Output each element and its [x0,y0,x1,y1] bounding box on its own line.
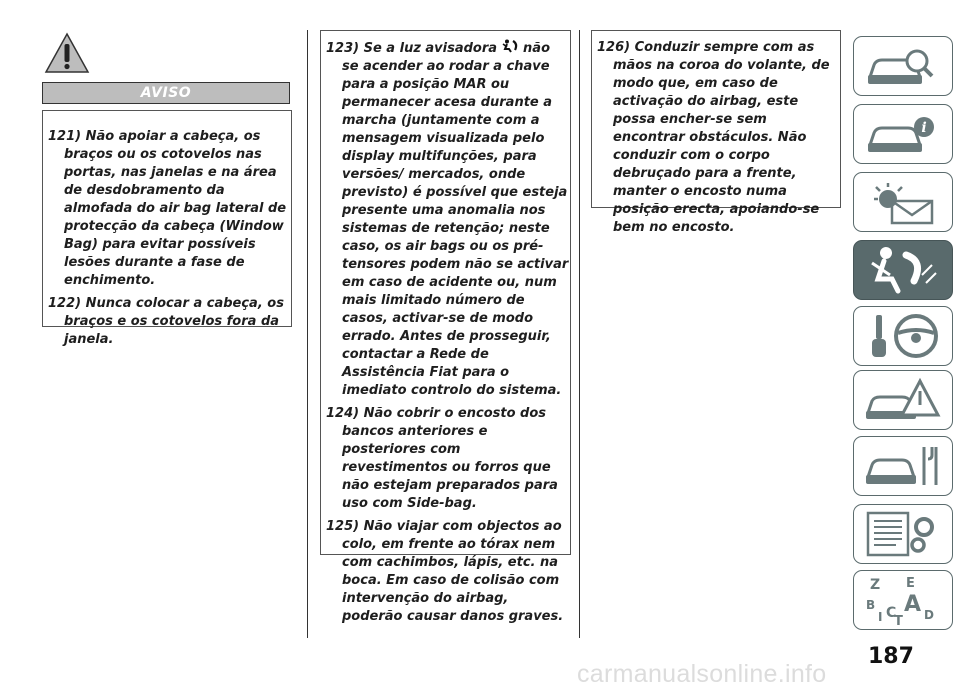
index-letter: Z [870,577,881,593]
svg-text:i: i [921,120,927,136]
index-letter: C [886,605,897,621]
airbag-seatbelt-icon [862,245,942,295]
column-divider [307,30,308,638]
note-121: 121) Não apoiar a cabeça, os braços ou os cotovelos nas portas, nas janelas e na área de desdobramento da almofada do air bag lateral de protecção da cabeça (Window Bag) para evitar possíveis lesões durante a fase de enchimento. [48,129,287,288]
sidebar-tab-starting-driving[interactable] [853,306,953,366]
note-123 [326,39,570,400]
sidebar-tab-warning-lights[interactable] [853,172,953,232]
sidebar-tab-knowing-car[interactable] [853,36,953,96]
technical-data-icon [862,509,942,559]
key-steering-wheel-icon [862,311,942,361]
note-124: 124) Não cobrir o encosto dos bancos anteriores e posteriores com revestimentos ou forros que não estejam preparados para uso com Side-bag. [326,406,558,511]
index-letter: B [866,598,876,612]
note-125: 125) Não viajar com objectos ao colo, em frente ao tórax nem com cachimbos, lápis, etc. na boca. Em caso de colisão com intervenção do airbag, poderão causar danos graves. [326,519,564,624]
sidebar-tab-information[interactable] [853,104,953,164]
car-maintenance-icon [862,441,942,491]
sidebar-tab-technical-data[interactable] [853,504,953,564]
sidebar-tab-safety[interactable] [853,240,953,300]
airbag-warning-light-icon [500,39,520,53]
sidebar-tab-emergency[interactable] [853,370,953,430]
warning-lights-message-icon [862,177,942,227]
index-letter: E [906,576,915,591]
index-letter: D [924,608,934,622]
index-letter: I [878,610,883,624]
warning-triangle-icon [44,32,90,74]
index-letter: A [904,592,922,617]
page-number: 187 [868,644,914,669]
note-126: 126) Conduzir sempre com as mãos na coroa do volante, de modo que, em caso de activação do airbag, este possa encher-se sem encontrar obstáculos. Não conduzir com o corpo debruçado para a frente, manter o encosto numa posição erecta, apoiando-se bem no encosto. [597,40,830,235]
note-123-start: 123) Se a luz avisadora [326,41,498,56]
warning-heading: AVISO [42,82,290,104]
sidebar-tab-maintenance[interactable] [853,436,953,496]
warning-box-column-2 [320,30,571,624]
alphabetical-index-icon [862,575,942,625]
column-divider [579,30,580,638]
note-122: 122) Nunca colocar a cabeça, os braços e os cotovelos fora da janela. [48,296,284,347]
warning-box-column-3 [591,30,841,235]
watermark: carmanualsonline.info [577,660,827,688]
car-info-icon [862,109,942,159]
car-search-icon [862,41,942,91]
warning-box-column-1 [42,110,292,347]
note-123-end: não se acender ao rodar a chave para a posição MAR ou permanecer acesa durante a marcha (juntamente com a mensagem visualizada pelo display multifunções, para versões/ mercados, onde previsto) é possível que esteja presente uma anomalia nos sistemas de retenção; neste caso, os air bags ou os pré-tensores podem não se activar em caso de acidente ou, num mais limitado número de casos, activar-se de modo errado. Antes de prosseguir, contactar a Rede de Assistência Fiat para o imediato controlo do sistema. [342,41,569,398]
index-letter: T [894,614,903,625]
sidebar-tab-index[interactable] [853,570,953,630]
car-emergency-icon [862,375,942,425]
